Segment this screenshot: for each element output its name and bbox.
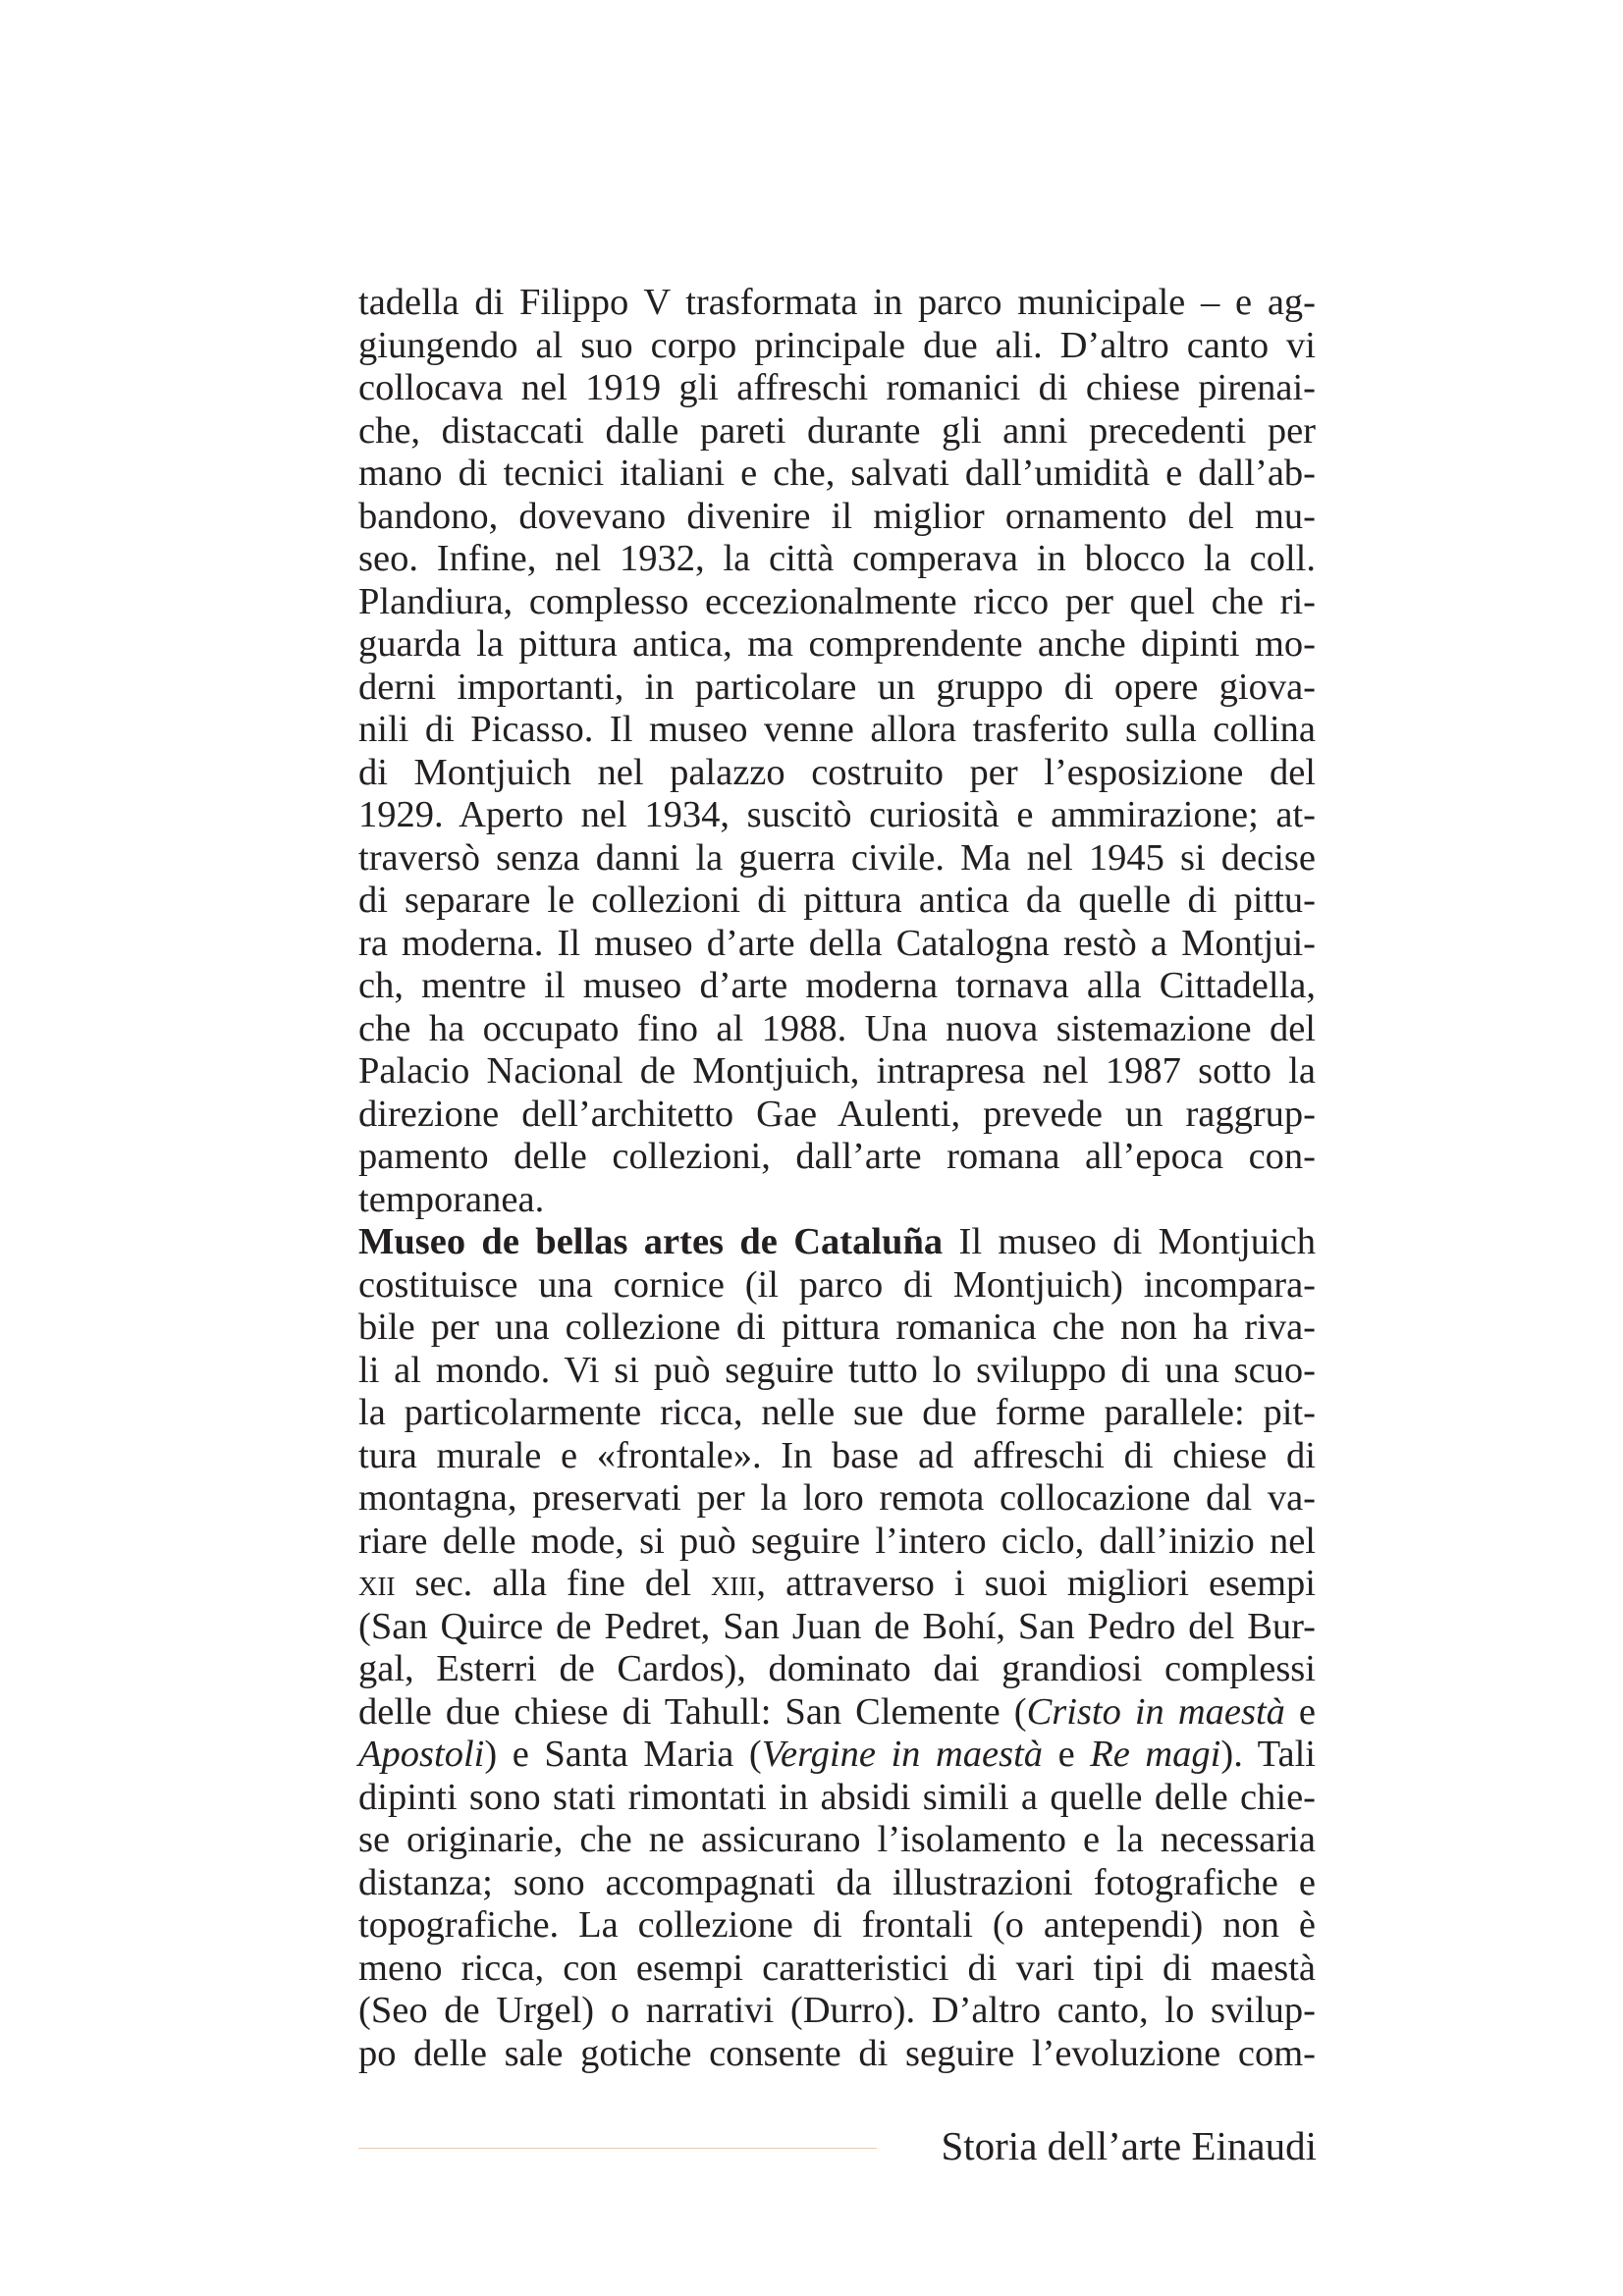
footer-rule (358, 2148, 877, 2149)
text-line: costituisce una cornice (il parco di Montjuich) incompara- (358, 1263, 1316, 1306)
text-line: Plandiura, complesso eccezionalmente ricco per quel che ri- (358, 580, 1316, 622)
artwork-title: Apostoli (358, 1734, 485, 1775)
text-line: montagna, preservati per la loro remota collocazione dal va- (358, 1477, 1316, 1519)
text-line: tura murale e «frontale». In base ad affreschi di chiese di (358, 1434, 1316, 1476)
text-line: delle due chiese di Tahull: San Clemente (Cristo in maestà e (358, 1690, 1317, 1733)
century-numeral: xii (358, 1563, 396, 1604)
body-text (358, 282, 1316, 2075)
text-line: giungendo al suo corpo principale due ali. D’altro canto vi (358, 324, 1316, 366)
text-line: derni importanti, in particolare un gruppo di opere giova- (358, 666, 1316, 708)
text-line: bandono, dovevano divenire il miglior ornamento del mu- (358, 495, 1316, 537)
section-first-line: Museo de bellas artes de Cataluña Il museo di Montjuich (358, 1221, 1316, 1262)
text-line: tadella di Filippo V trasformata in parco municipale – e ag- (358, 282, 1316, 323)
text-line: riare delle mode, si può seguire l’intero ciclo, dall’inizio nel (358, 1520, 1316, 1562)
text-line: bile per una collezione di pittura romanica che non ha riva- (358, 1307, 1316, 1348)
artwork-title: Vergine in maestà (761, 1734, 1044, 1775)
text-line: gal, Esterri de Cardos), dominato dai grandiosi complessi (358, 1648, 1316, 1689)
text-line: distanza; sono accompagnati da illustrazioni fotografiche e (358, 1861, 1316, 1903)
footer-title: Storia dell’arte Einaudi (941, 2123, 1317, 2168)
text-line: che ha occupato fino al 1988. Una nuova sistemazione del (358, 1007, 1316, 1049)
text-line: traversò senza danni la guerra civile. Ma nel 1945 si decise (358, 836, 1316, 879)
artwork-title: Cristo in maestà (1026, 1690, 1285, 1733)
text-line: direzione dell’architetto Gae Aulenti, prevede un raggrup- (358, 1093, 1316, 1135)
text-line: se originarie, che ne assicurano l’isolamento e la necessaria (358, 1819, 1316, 1860)
text-line: meno ricca, con esempi caratteristici di vari tipi di maestà (358, 1947, 1316, 1989)
text-line: topografiche. La collezione di frontali (o antependi) non è (358, 1904, 1316, 1946)
text-line: che, distaccati dalle pareti durante gli anni precedenti per (358, 409, 1316, 452)
text-line: collocava nel 1919 gli affreschi romanici di chiese pirenai- (358, 367, 1316, 408)
section-heading: Museo de bellas artes de Cataluña (358, 1221, 944, 1262)
text-line: seo. Infine, nel 1932, la città comperava in blocco la coll. (358, 538, 1316, 579)
text-line: guarda la pittura antica, ma comprendente anche dipinti mo- (358, 623, 1316, 665)
text-line: nili di Picasso. Il museo venne allora trasferito sulla collina (358, 709, 1316, 750)
text-line: la particolarmente ricca, nelle sue due forme parallele: pit- (358, 1392, 1316, 1433)
text-line: li al mondo. Vi si può seguire tutto lo sviluppo di una scuo- (358, 1349, 1316, 1391)
text-line: temporanea. (358, 1178, 545, 1220)
text-line: ch, mentre il museo d’arte moderna tornava alla Cittadella, (358, 965, 1316, 1006)
text-line: mano di tecnici italiani e che, salvati dall’umidità e dall’ab- (358, 453, 1316, 494)
text-line: 1929. Aperto nel 1934, suscitò curiosità e ammirazione; at- (358, 794, 1316, 835)
text-line: di Montjuich nel palazzo costruito per l’esposizione del (358, 751, 1316, 793)
text-line: xii sec. alla fine del xiii, attraverso i suoi migliori esempi (358, 1563, 1317, 1604)
text-line: po delle sale gotiche consente di seguire l’evoluzione com- (358, 2032, 1316, 2074)
text-line: (Seo de Urgel) o narrativi (Durro). D’altro canto, lo svilup- (358, 1990, 1316, 2031)
text-line: dipinti sono stati rimontati in absidi simili a quelle delle chie- (358, 1776, 1316, 1818)
artwork-title: Re magi (1090, 1734, 1221, 1775)
text-line: Palacio Nacional de Montjuich, intrapresa nel 1987 sotto la (358, 1050, 1316, 1092)
century-numeral: xiii (710, 1563, 757, 1604)
text-line: ra moderna. Il museo d’arte della Catalogna restò a Montjui- (358, 922, 1316, 964)
text-line: (San Quirce de Pedret, San Juan de Bohí, San Pedro del Bur- (358, 1605, 1316, 1647)
text-line: Apostoli) e Santa Maria (Vergine in maestà e Re magi). Tali (358, 1734, 1316, 1775)
text-line: pamento delle collezioni, dall’arte romana all’epoca con- (358, 1136, 1316, 1177)
text-line: di separare le collezioni di pittura antica da quelle di pittu- (358, 880, 1316, 921)
